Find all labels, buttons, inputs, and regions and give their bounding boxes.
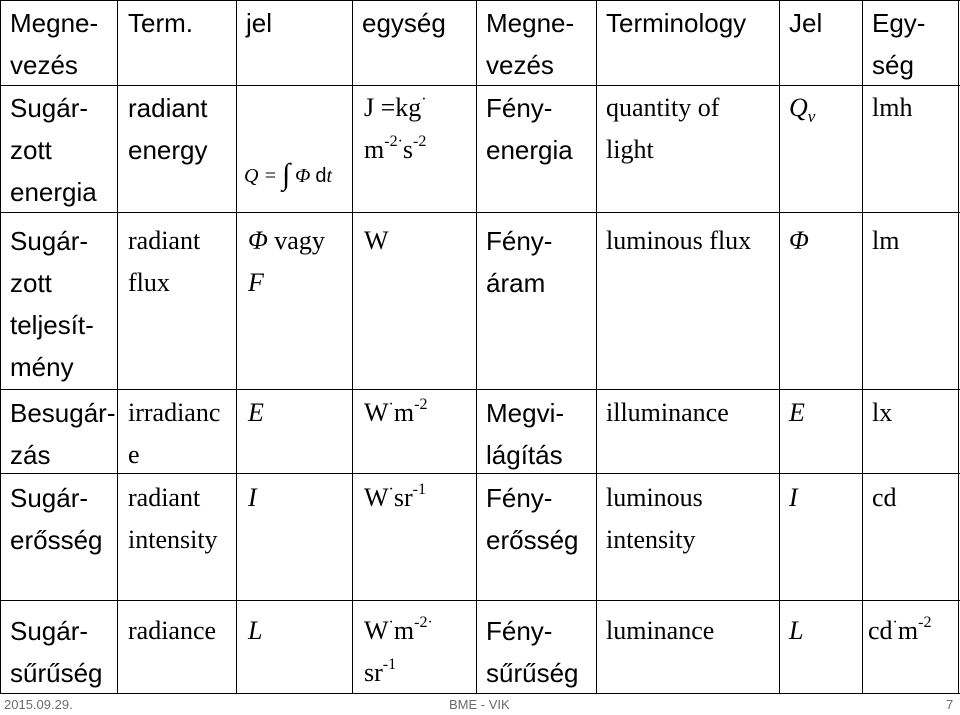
row2-symbol-1: [248, 220, 325, 262]
row3-photo-name-1: Megvi-: [486, 398, 565, 428]
row2-photo-name-2: áram: [486, 268, 546, 298]
row4-photo-name-2: erősség: [486, 525, 579, 555]
row1-terminology-2: light: [606, 135, 654, 164]
row5-photo-name-1: Fény-: [486, 616, 553, 646]
row2-hu-name-1: Sugár-: [10, 226, 89, 256]
unit-text: W: [364, 616, 389, 645]
row4-photo-name-1: Fény-: [486, 483, 553, 513]
row4-terminology-1: luminous: [606, 483, 703, 512]
row4-unit2: cd: [872, 483, 897, 512]
unit-text: s: [402, 135, 414, 164]
row2-photo-name-1: Fény-: [486, 226, 553, 256]
row3-en-term-1: irradianc: [128, 398, 221, 427]
unit-exponent: -2: [414, 614, 428, 632]
formula-t: t: [326, 165, 333, 187]
unit-exponent: -2: [413, 133, 427, 151]
table-divider: [0, 389, 960, 390]
row2-hu-name-4: mény: [10, 352, 74, 382]
row1-hu-name-1: Sugár-: [10, 93, 89, 123]
row2-unit: W: [364, 226, 389, 255]
row5-jel: L: [789, 616, 804, 645]
row2-symbol-2: F: [248, 268, 264, 297]
row2-unit2: lm: [872, 226, 900, 255]
header-egyseg2-2: ség: [872, 50, 914, 80]
header-jel2: Jel: [789, 8, 823, 38]
row1-hu-name-2: zott: [10, 135, 52, 165]
table-border-bottom: [0, 693, 960, 694]
row2-en-term-1: radiant: [128, 226, 201, 255]
unit-exponent: -2: [384, 133, 398, 151]
table-col-divider: [236, 0, 237, 694]
unit-dot: ·: [388, 481, 394, 499]
row4-hu-name-1: Sugár-: [10, 483, 89, 513]
unit-dot: ·: [388, 614, 394, 632]
unit-dot: ·: [421, 91, 427, 109]
footer-center: BME - VIK: [449, 697, 510, 712]
row1-unit-line1: [364, 87, 427, 129]
unit-text: cd: [868, 616, 893, 645]
footer-date: 2015.09.29.: [4, 697, 73, 712]
table-col-divider: [862, 0, 863, 694]
header-term: Term.: [128, 8, 193, 38]
unit-text: W: [364, 483, 389, 512]
symbol-vagy: vagy: [267, 226, 325, 255]
header-egyseg2-1: Egy-: [872, 8, 926, 38]
unit-exponent: -1: [412, 481, 426, 499]
row1-photo-name-1: Fény-: [486, 93, 553, 123]
row5-hu-name-1: Sugár-: [10, 616, 89, 646]
row4-unit: [364, 477, 426, 519]
row5-en-term: radiance: [128, 616, 217, 645]
row3-unit: [364, 392, 427, 434]
row3-symbol: E: [248, 398, 264, 427]
symbol-base: Q: [789, 93, 808, 122]
row3-unit2: lx: [872, 398, 893, 427]
table-col-divider: [117, 0, 118, 694]
table-divider: [0, 600, 960, 601]
unit-text: sr: [393, 483, 413, 512]
header-terminology: Terminology: [606, 8, 747, 38]
row5-hu-name-2: sűrűség: [10, 658, 103, 688]
unit-dot: ·: [892, 614, 898, 632]
row3-hu-name-1: Besugár-: [10, 398, 116, 428]
row3-hu-name-2: zás: [10, 440, 51, 470]
row5-unit-line2: [364, 652, 396, 694]
integral-sign: ∫: [281, 158, 291, 191]
table-border-top: [0, 0, 960, 1]
row3-terminology: illuminance: [606, 398, 729, 427]
row2-hu-name-2: zott: [10, 268, 52, 298]
unit-text: J =kg: [364, 93, 422, 122]
table-col-divider: [476, 0, 477, 694]
footer-page-number: 7: [946, 697, 954, 712]
header-megnevezes2-2: vezés: [486, 50, 554, 80]
table-col-divider: [596, 0, 597, 694]
unit-dot: ·: [427, 614, 433, 632]
unit-dot: ·: [397, 133, 403, 151]
row3-jel: E: [789, 398, 805, 427]
row4-en-term-2: intensity: [128, 525, 218, 554]
symbol-subscript: v: [807, 107, 816, 127]
unit-exponent: -2: [414, 396, 428, 414]
table-border-left: [0, 0, 1, 694]
table-divider: [0, 85, 960, 86]
row1-photo-name-2: energia: [486, 135, 573, 165]
row4-symbol: I: [248, 483, 257, 512]
row1-formula: [244, 158, 333, 191]
row5-unit-line1: [364, 610, 433, 652]
table-col-divider: [352, 0, 353, 694]
row1-terminology-1: quantity of: [606, 93, 720, 122]
row4-hu-name-2: erősség: [10, 525, 103, 555]
table-col-divider: [779, 0, 780, 694]
row1-en-term-2: energy: [128, 135, 208, 165]
row4-terminology-2: intensity: [606, 525, 696, 554]
unit-text: m: [364, 135, 385, 164]
row1-en-term-1: radiant: [128, 93, 208, 123]
row5-symbol: L: [248, 616, 263, 645]
row2-jel: Φ: [789, 226, 809, 255]
row2-en-term-2: flux: [128, 268, 170, 297]
table-divider: [0, 473, 960, 474]
row4-jel: I: [789, 483, 798, 512]
row3-en-term-2: e: [128, 440, 140, 469]
formula-lhs: Q =: [244, 165, 277, 187]
row1-jel: [789, 87, 815, 129]
header-jel: jel: [246, 8, 273, 38]
row1-hu-name-3: energia: [10, 177, 97, 207]
row1-unit2: lmh: [872, 93, 913, 122]
unit-text: m: [393, 616, 415, 645]
unit-text: m: [897, 616, 919, 645]
row5-terminology: luminance: [606, 616, 715, 645]
row5-unit2: [868, 610, 931, 652]
row4-en-term-1: radiant: [128, 483, 201, 512]
row3-photo-name-2: lágítás: [486, 440, 563, 470]
unit-text: sr: [364, 658, 383, 687]
header-megnevezes2-1: Megne-: [486, 8, 575, 38]
table-divider: [0, 212, 960, 213]
row2-hu-name-3: teljesít-: [10, 310, 94, 340]
header-egyseg: egység: [362, 8, 446, 38]
unit-dot: ·: [388, 396, 394, 414]
formula-d: d: [315, 165, 327, 187]
row2-terminology: luminous flux: [606, 226, 752, 255]
unit-exponent: -1: [382, 656, 397, 674]
unit-text: W: [364, 398, 389, 427]
row5-photo-name-2: sűrűség: [486, 658, 579, 688]
unit-exponent: -2: [918, 614, 932, 632]
table-border-right: [958, 0, 959, 694]
header-megnevezes-2: vezés: [10, 50, 78, 80]
unit-text: m: [393, 398, 415, 427]
row1-unit-line2: [364, 129, 426, 171]
symbol-phi: Φ: [248, 226, 268, 255]
header-megnevezes-1: Megne-: [10, 8, 99, 38]
formula-phi: Φ: [295, 165, 311, 187]
